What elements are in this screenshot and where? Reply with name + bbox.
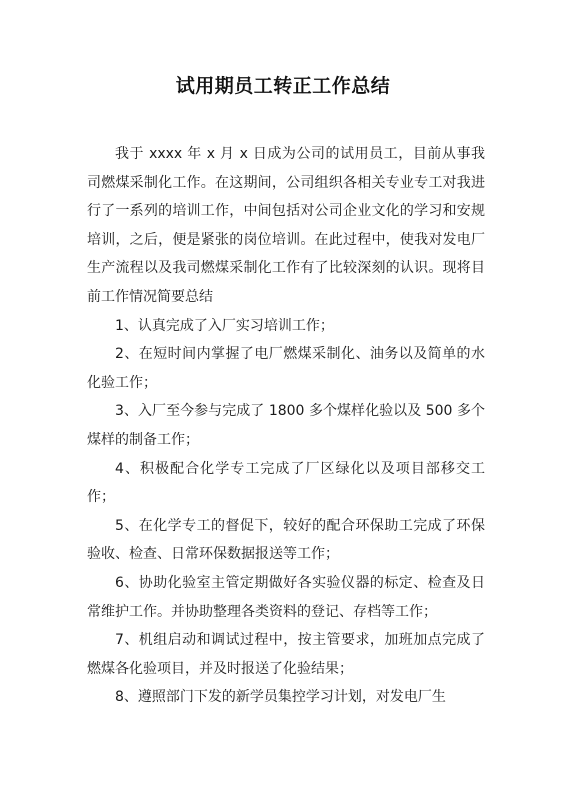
intro-paragraph: 我于 xxxx 年 x 月 x 日成为公司的试用员工，目前从事我司燃煤采制化工作。在这期间，公司组织各相关专业专工对我进行了一系列的培训工作，中间包括对公司企业文化的学习和安规培训，之后，便是紧张的岗位培训。在此过程中，使我对发电厂生产流程以及我司燃煤采制化工作有了比较深刻的认识。现将目前工作情况简要总结 <box>87 146 485 305</box>
list-item-8: 8、遵照部门下发的新学员集控学习计划，对发电厂生 <box>115 689 446 706</box>
list-item-2: 2、在短时间内掌握了电厂燃煤采制化、油务以及简单的水化验工作； <box>87 346 485 391</box>
document-title: 试用期员工转正工作总结 <box>175 75 391 97</box>
list-item-4: 4、积极配合化学专工完成了厂区绿化以及项目部移交工作； <box>87 460 485 506</box>
list-item-1: 1、认真完成了入厂实习培训工作； <box>115 317 334 334</box>
list-item-3: 3、入厂至今参与完成了 1800 多个煤样化验以及 500 多个煤样的制备工作； <box>87 403 485 448</box>
list-item-7: 7、机组启动和调试过程中，按主管要求，加班加点完成了燃煤各化验项目，并及时报送了化验结果； <box>87 632 485 677</box>
document-body <box>87 140 485 712</box>
list-item-5: 5、在化学专工的督促下，较好的配合环保助工完成了环保验收、检查、日常环保数据报送等工作； <box>87 517 485 563</box>
list-item-6: 6、协助化验室主管定期做好各实验仪器的标定、检查及日常维护工作。并协助整理各类资料的登记、存档等工作； <box>87 574 485 620</box>
